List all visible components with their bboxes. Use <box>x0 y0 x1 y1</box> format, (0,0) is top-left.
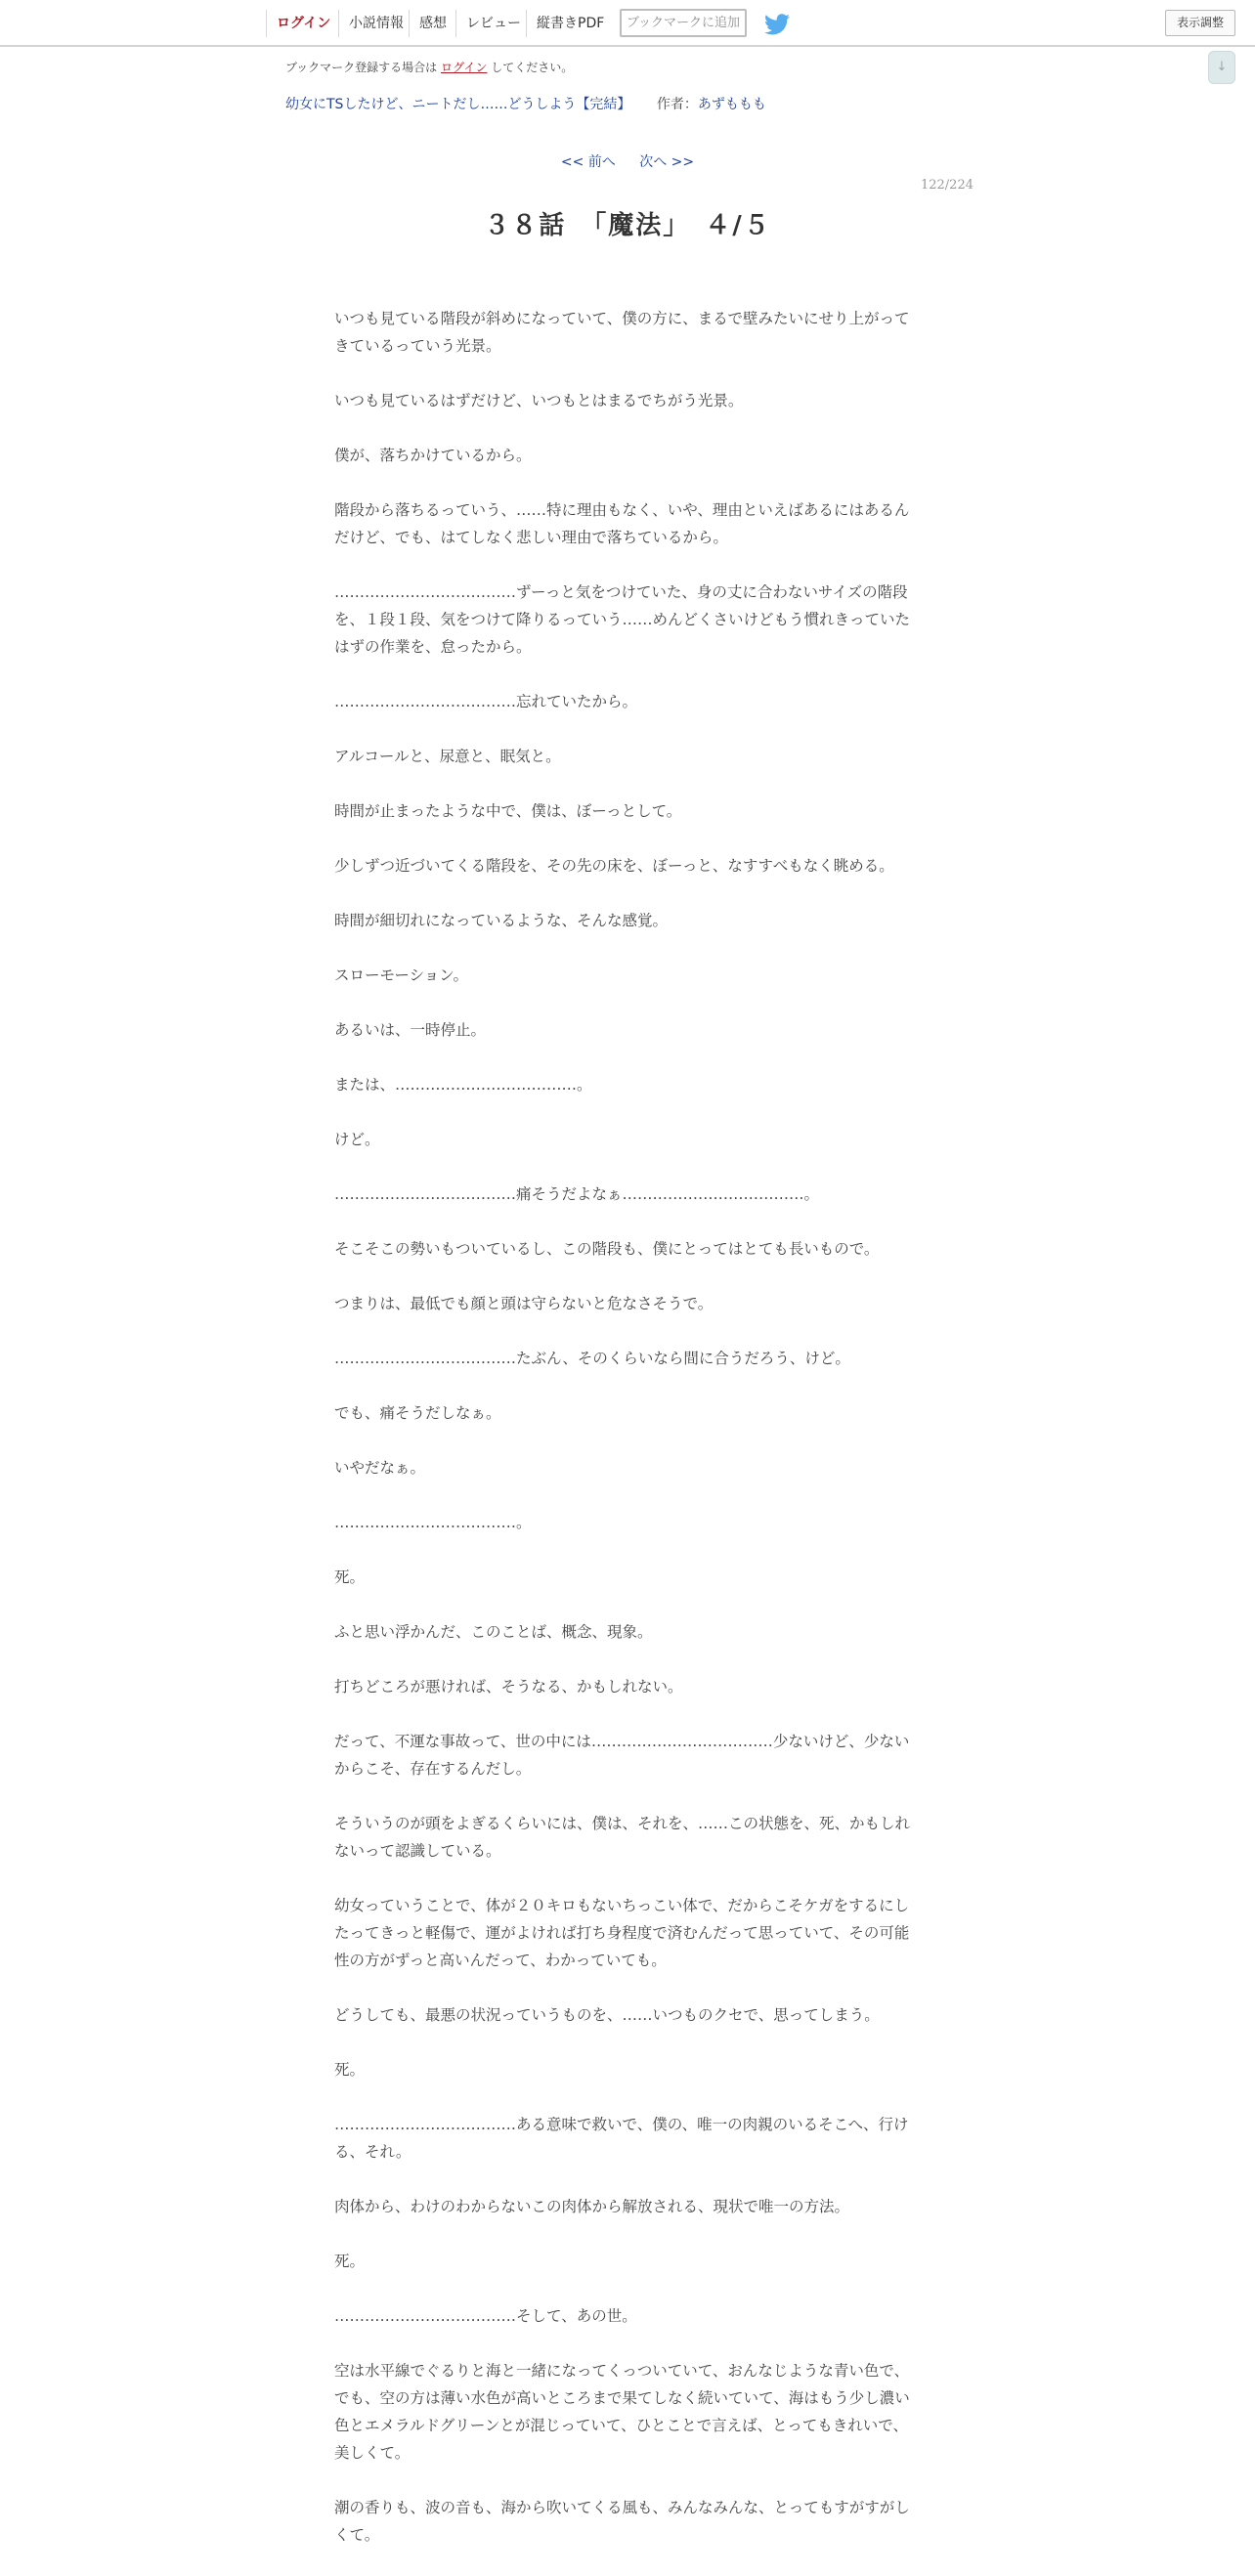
novel-info-line <box>285 94 766 113</box>
body-paragraph: 打ちどころが悪ければ、そうなる、かもしれない。 <box>334 1678 683 1696</box>
twitter-bird-icon[interactable] <box>764 14 790 35</box>
body-paragraph: 時間が細切れになっているような、そんな感覚。 <box>334 912 669 929</box>
bookmark-note-suffix: してください。 <box>491 61 574 74</box>
body-paragraph: ………………………………そして、あの世。 <box>334 2307 637 2325</box>
body-paragraph: ………………………………痛そうだよなぁ………………………………。 <box>334 1185 820 1203</box>
body-paragraph: ………………………………たぶん、そのくらいなら間に合うだろう、けど。 <box>334 1350 850 1367</box>
body-paragraph: 肉体から、わけのわからないこの肉体から解放される、現状で唯一の方法。 <box>334 2198 850 2215</box>
top-navigation-bar <box>0 0 1255 47</box>
body-paragraph: いつも見ている階段が斜めになっていて、僕の方に、まるで壁みたいにせり上がってきているっていう光景。 <box>334 310 910 355</box>
bookmark-login-note <box>285 59 573 75</box>
next-chapter-link[interactable]: 次へ >> <box>639 154 695 170</box>
nav-novel-info-link[interactable]: 小説情報 <box>338 10 404 37</box>
author-label: 作者： <box>656 97 698 112</box>
novel-title-link[interactable]: 幼女にTSしたけど、ニートだし……どうしよう【完結】 <box>285 97 631 112</box>
body-paragraph: どうしても、最悪の状況っていうものを、……いつものクセで、思ってしまう。 <box>334 2006 880 2024</box>
body-paragraph: 時間が止まったような中で、僕は、ぼーっとして。 <box>334 802 682 820</box>
nav-review-link[interactable]: レビュー <box>455 10 521 37</box>
add-bookmark-button[interactable]: ブックマークに追加 <box>620 9 747 37</box>
body-paragraph: アルコールと、尿意と、眠気と。 <box>334 748 561 765</box>
body-paragraph: ………………………………。 <box>334 1514 532 1531</box>
chapter-title: ３８話 「魔法」 ４/５ <box>484 211 771 240</box>
body-paragraph: スローモーション。 <box>334 966 469 984</box>
scroll-down-button[interactable]: ↓ <box>1208 51 1235 84</box>
novel-body <box>334 305 921 2576</box>
body-paragraph: 死。 <box>334 1568 366 1586</box>
page-count: 122/224 <box>920 178 974 193</box>
body-paragraph: 死。 <box>334 2061 366 2079</box>
body-paragraph: 僕が、落ちかけているから。 <box>334 447 532 464</box>
body-paragraph: あるいは、一時停止。 <box>334 1021 487 1039</box>
body-paragraph: 空は水平線でぐるりと海と一緒になってくっついていて、おんなじような青い色で、でも、空の方は薄い水色が高いところまで果てしなく続いていて、海はもう少し濃い色とエメラルドグリーンとが混じっていて、ひとことで言えば、とってもきれいで、美しくて。 <box>334 2362 910 2462</box>
body-paragraph: けど。 <box>334 1131 380 1148</box>
prev-chapter-link[interactable]: << 前へ <box>560 154 616 170</box>
body-paragraph: いつも見ているはずだけど、いつもとはまるでちがう光景。 <box>334 392 744 409</box>
chapter-pager <box>0 151 1255 171</box>
nav-login-link[interactable]: ログイン <box>266 10 330 37</box>
author-name-link[interactable]: あずももも <box>697 97 766 112</box>
nav-impressions-link[interactable]: 感想 <box>409 10 447 37</box>
bookmark-note-login-link[interactable]: ログイン <box>441 61 488 74</box>
body-paragraph: ふと思い浮かんだ、このことば、概念、現象。 <box>334 1623 653 1641</box>
body-paragraph: つまりは、最低でも顔と頭は守らないと危なさそうで。 <box>334 1295 714 1312</box>
body-paragraph: 少しずつ近づいてくる階段を、その先の床を、ぼーっと、なすすべもなく眺める。 <box>334 857 894 875</box>
body-paragraph: 潮の香りも、波の音も、海から吹いてくる風も、みんなみんな、とってもすがすがしくて。 <box>334 2499 910 2544</box>
body-paragraph: ………………………………ある意味で救いで、僕の、唯一の肉親のいるそこへ、行ける、それ。 <box>334 2116 909 2161</box>
body-paragraph: 幼女っていうことで、体が２０キロもないちっこい体で、だからこそケガをするにしたってきっと軽傷で、運がよければ打ち身程度で済むんだって思っていて、その可能性の方がずっと高いんだって、わかっていても。 <box>334 1897 910 1969</box>
body-paragraph: 階段から落ちるっていう、……特に理由もなく、いや、理由といえばあるにはあるんだけど、でも、はてしなく悲しい理由で落ちているから。 <box>334 501 910 546</box>
body-paragraph: または、………………………………。 <box>334 1076 592 1094</box>
bookmark-note-prefix: ブックマーク登録する場合は <box>285 61 438 74</box>
body-paragraph: そういうのが頭をよぎるくらいには、僕は、それを、……この状態を、死、かもしれないって認識している。 <box>334 1815 911 1860</box>
display-settings-button[interactable]: 表示調整 <box>1165 10 1235 36</box>
body-paragraph: だって、不運な事故って、世の中には………………………………少ないけど、少ないからこそ、存在するんだし。 <box>334 1733 910 1778</box>
body-paragraph: ………………………………ずーっと気をつけていた、身の丈に合わないサイズの階段を、１段１段、気をつけて降りるっていう……めんどくさいけどもう慣れきっていたはずの作業を、怠ったから。 <box>334 583 911 656</box>
body-paragraph: 死。 <box>334 2253 366 2270</box>
nav-vertical-pdf-link[interactable]: 縦書きPDF <box>526 10 604 37</box>
body-paragraph: ………………………………忘れていたから。 <box>334 693 638 710</box>
body-paragraph: でも、痛そうだしなぁ。 <box>334 1404 501 1422</box>
body-paragraph: そこそこの勢いもついているし、この階段も、僕にとってはとても長いもので。 <box>334 1240 880 1258</box>
body-paragraph: いやだなぁ。 <box>334 1459 426 1477</box>
